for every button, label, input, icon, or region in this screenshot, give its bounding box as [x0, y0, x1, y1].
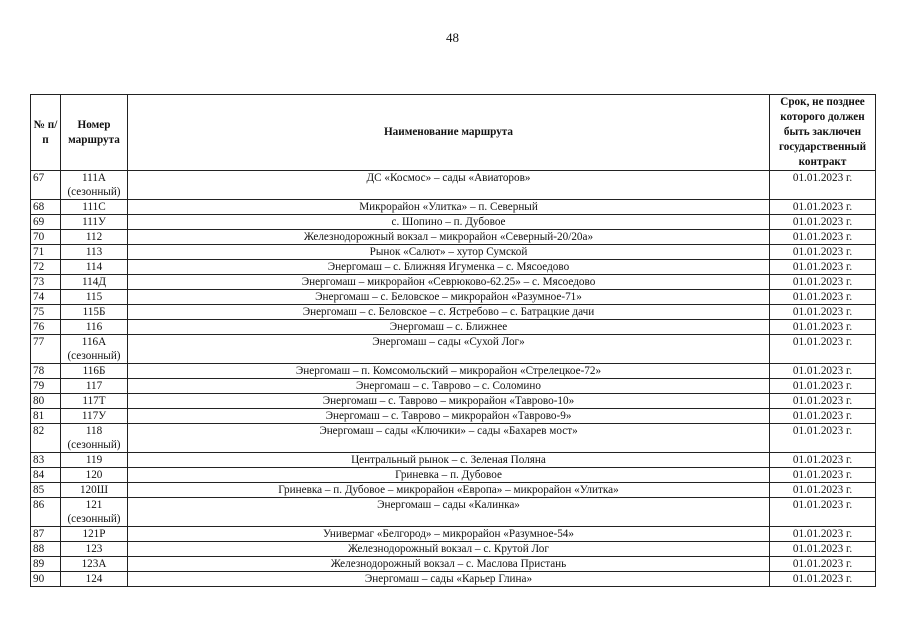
row-number-cell: 83 [31, 453, 61, 468]
table-row [31, 572, 876, 587]
route-number-cell [61, 171, 128, 200]
route-number: 111С [82, 201, 106, 213]
route-name-cell: Гриневка – п. Дубовое [128, 468, 770, 483]
table-row [31, 453, 876, 468]
route-name-cell: ДС «Космос» – сады «Авиаторов» [128, 171, 770, 200]
contract-deadline-cell: 01.01.2023 г. [770, 557, 876, 572]
contract-deadline-cell: 01.01.2023 г. [770, 335, 876, 364]
route-name-cell: Железнодорожный вокзал – с. Крутой Лог [128, 542, 770, 557]
contract-deadline-cell: 01.01.2023 г. [770, 171, 876, 200]
route-number-cell [61, 275, 128, 290]
seasonal-note: (сезонный) [67, 439, 121, 451]
contract-deadline-cell: 01.01.2023 г. [770, 245, 876, 260]
table-row [31, 542, 876, 557]
row-number-cell: 90 [31, 572, 61, 587]
route-name-cell: Рынок «Салют» – хутор Сумской [128, 245, 770, 260]
route-number: 114 [85, 261, 103, 273]
table-row [31, 364, 876, 379]
route-number-cell [61, 379, 128, 394]
route-number-cell [61, 557, 128, 572]
row-number-cell: 80 [31, 394, 61, 409]
row-number-cell: 89 [31, 557, 61, 572]
seasonal-note: (сезонный) [67, 513, 121, 525]
row-number-cell: 85 [31, 483, 61, 498]
route-name-cell: Микрорайон «Улитка» – п. Северный [128, 200, 770, 215]
route-number: 113 [85, 246, 103, 258]
row-number-cell: 82 [31, 424, 61, 453]
contract-deadline-cell: 01.01.2023 г. [770, 394, 876, 409]
header-row-number: № п/п [31, 95, 61, 171]
contract-deadline-cell: 01.01.2023 г. [770, 453, 876, 468]
row-number-cell: 73 [31, 275, 61, 290]
route-number: 120Ш [79, 484, 109, 496]
route-number: 123А [81, 558, 107, 570]
route-number: 111А [81, 172, 107, 184]
route-number-cell [61, 290, 128, 305]
row-number-cell: 86 [31, 498, 61, 527]
route-number-cell [61, 320, 128, 335]
route-number: 116А [81, 336, 107, 348]
route-number: 111У [82, 216, 106, 228]
route-name-cell: Энергомаш – с. Таврово – микрорайон «Таврово-9» [128, 409, 770, 424]
routes-table [30, 94, 876, 587]
route-number-cell [61, 483, 128, 498]
route-number-cell [61, 364, 128, 379]
route-number: 121Р [82, 528, 106, 540]
route-number: 112 [85, 231, 103, 243]
contract-deadline-cell: 01.01.2023 г. [770, 542, 876, 557]
route-name-cell: Энергомаш – с. Беловское – микрорайон «Разумное-71» [128, 290, 770, 305]
route-number-cell [61, 230, 128, 245]
contract-deadline-cell: 01.01.2023 г. [770, 305, 876, 320]
contract-deadline-cell: 01.01.2023 г. [770, 379, 876, 394]
table-row [31, 379, 876, 394]
route-name-cell: Энергомаш – с. Ближняя Игуменка – с. Мясоедово [128, 260, 770, 275]
table-row [31, 275, 876, 290]
route-number-cell [61, 409, 128, 424]
contract-deadline-cell: 01.01.2023 г. [770, 468, 876, 483]
contract-deadline-cell: 01.01.2023 г. [770, 215, 876, 230]
row-number-cell: 67 [31, 171, 61, 200]
route-name-cell: Энергомаш – сады «Карьер Глина» [128, 572, 770, 587]
table-row [31, 305, 876, 320]
route-number-cell [61, 468, 128, 483]
table-row [31, 557, 876, 572]
route-number: 115 [85, 291, 103, 303]
row-number-cell: 74 [31, 290, 61, 305]
route-name-cell: Центральный рынок – с. Зеленая Поляна [128, 453, 770, 468]
table-row [31, 171, 876, 200]
route-name-cell: Энергомаш – с. Таврово – с. Соломино [128, 379, 770, 394]
contract-deadline-cell: 01.01.2023 г. [770, 572, 876, 587]
route-number-cell [61, 335, 128, 364]
table-row [31, 260, 876, 275]
row-number-cell: 72 [31, 260, 61, 275]
table-row [31, 200, 876, 215]
table-row [31, 424, 876, 453]
route-number-cell [61, 305, 128, 320]
route-number: 117У [81, 410, 107, 422]
table-row [31, 394, 876, 409]
table-row [31, 483, 876, 498]
route-number: 118 [85, 425, 103, 437]
route-number: 116 [85, 321, 103, 333]
route-number-cell [61, 498, 128, 527]
route-number-cell [61, 245, 128, 260]
table-header-row [31, 95, 876, 171]
route-name-cell: Энергомаш – п. Комсомольский – микрорайон «Стрелецкое-72» [128, 364, 770, 379]
row-number-cell: 70 [31, 230, 61, 245]
table-row [31, 498, 876, 527]
table-row [31, 290, 876, 305]
route-number-cell [61, 453, 128, 468]
table-row [31, 245, 876, 260]
header-contract-deadline: Срок, не позднее которого должен быть заключен государственный контракт [770, 95, 876, 171]
route-number: 124 [85, 573, 103, 585]
row-number-cell: 71 [31, 245, 61, 260]
contract-deadline-cell: 01.01.2023 г. [770, 483, 876, 498]
route-name-cell: Железнодорожный вокзал – микрорайон «Северный-20/20а» [128, 230, 770, 245]
contract-deadline-cell: 01.01.2023 г. [770, 260, 876, 275]
route-name-cell: Гриневка – п. Дубовое – микрорайон «Европа» – микрорайон «Улитка» [128, 483, 770, 498]
table-row [31, 230, 876, 245]
route-number: 120 [85, 469, 103, 481]
contract-deadline-cell: 01.01.2023 г. [770, 290, 876, 305]
route-name-cell: Энергомаш – сады «Ключики» – сады «Бахарев мост» [128, 424, 770, 453]
route-number-cell [61, 260, 128, 275]
route-number-cell [61, 572, 128, 587]
route-number-cell [61, 542, 128, 557]
route-name-cell: Железнодорожный вокзал – с. Маслова Пристань [128, 557, 770, 572]
contract-deadline-cell: 01.01.2023 г. [770, 275, 876, 290]
route-number: 117Т [82, 395, 106, 407]
table-row [31, 335, 876, 364]
route-number-cell [61, 215, 128, 230]
row-number-cell: 76 [31, 320, 61, 335]
header-route-name: Наименование маршрута [128, 95, 770, 171]
route-number-cell [61, 424, 128, 453]
table-row [31, 215, 876, 230]
route-number: 123 [85, 543, 103, 555]
contract-deadline-cell: 01.01.2023 г. [770, 200, 876, 215]
route-number: 121 [85, 499, 103, 511]
table-row [31, 527, 876, 542]
contract-deadline-cell: 01.01.2023 г. [770, 527, 876, 542]
row-number-cell: 69 [31, 215, 61, 230]
seasonal-note: (сезонный) [67, 350, 121, 362]
route-name-cell: Энергомаш – с. Беловское – с. Ястребово – с. Батрацкие дачи [128, 305, 770, 320]
table-row [31, 320, 876, 335]
route-number: 116Б [82, 365, 106, 377]
row-number-cell: 75 [31, 305, 61, 320]
row-number-cell: 87 [31, 527, 61, 542]
row-number-cell: 77 [31, 335, 61, 364]
route-name-cell: Энергомаш – микрорайон «Севрюково-62.25» – с. Мясоедово [128, 275, 770, 290]
row-number-cell: 68 [31, 200, 61, 215]
contract-deadline-cell: 01.01.2023 г. [770, 424, 876, 453]
route-name-cell: с. Шопино – п. Дубовое [128, 215, 770, 230]
row-number-cell: 78 [31, 364, 61, 379]
row-number-cell: 84 [31, 468, 61, 483]
route-number-cell [61, 200, 128, 215]
route-name-cell: Энергомаш – с. Ближнее [128, 320, 770, 335]
row-number-cell: 88 [31, 542, 61, 557]
contract-deadline-cell: 01.01.2023 г. [770, 364, 876, 379]
page-number: 48 [446, 30, 459, 45]
route-name-cell: Энергомаш – с. Таврово – микрорайон «Таврово-10» [128, 394, 770, 409]
contract-deadline-cell: 01.01.2023 г. [770, 409, 876, 424]
table-row [31, 409, 876, 424]
contract-deadline-cell: 01.01.2023 г. [770, 230, 876, 245]
route-name-cell: Энергомаш – сады «Калинка» [128, 498, 770, 527]
header-route-number: Номер маршрута [61, 95, 128, 171]
seasonal-note: (сезонный) [67, 186, 121, 198]
route-name-cell: Универмаг «Белгород» – микрорайон «Разумное-54» [128, 527, 770, 542]
route-number-cell [61, 527, 128, 542]
row-number-cell: 81 [31, 409, 61, 424]
route-number: 115Б [82, 306, 106, 318]
row-number-cell: 79 [31, 379, 61, 394]
route-number-cell [61, 394, 128, 409]
route-number: 117 [85, 380, 103, 392]
route-number: 114Д [82, 276, 106, 288]
table-row [31, 468, 876, 483]
contract-deadline-cell: 01.01.2023 г. [770, 320, 876, 335]
route-number: 119 [85, 454, 103, 466]
route-name-cell: Энергомаш – сады «Сухой Лог» [128, 335, 770, 364]
contract-deadline-cell: 01.01.2023 г. [770, 498, 876, 527]
